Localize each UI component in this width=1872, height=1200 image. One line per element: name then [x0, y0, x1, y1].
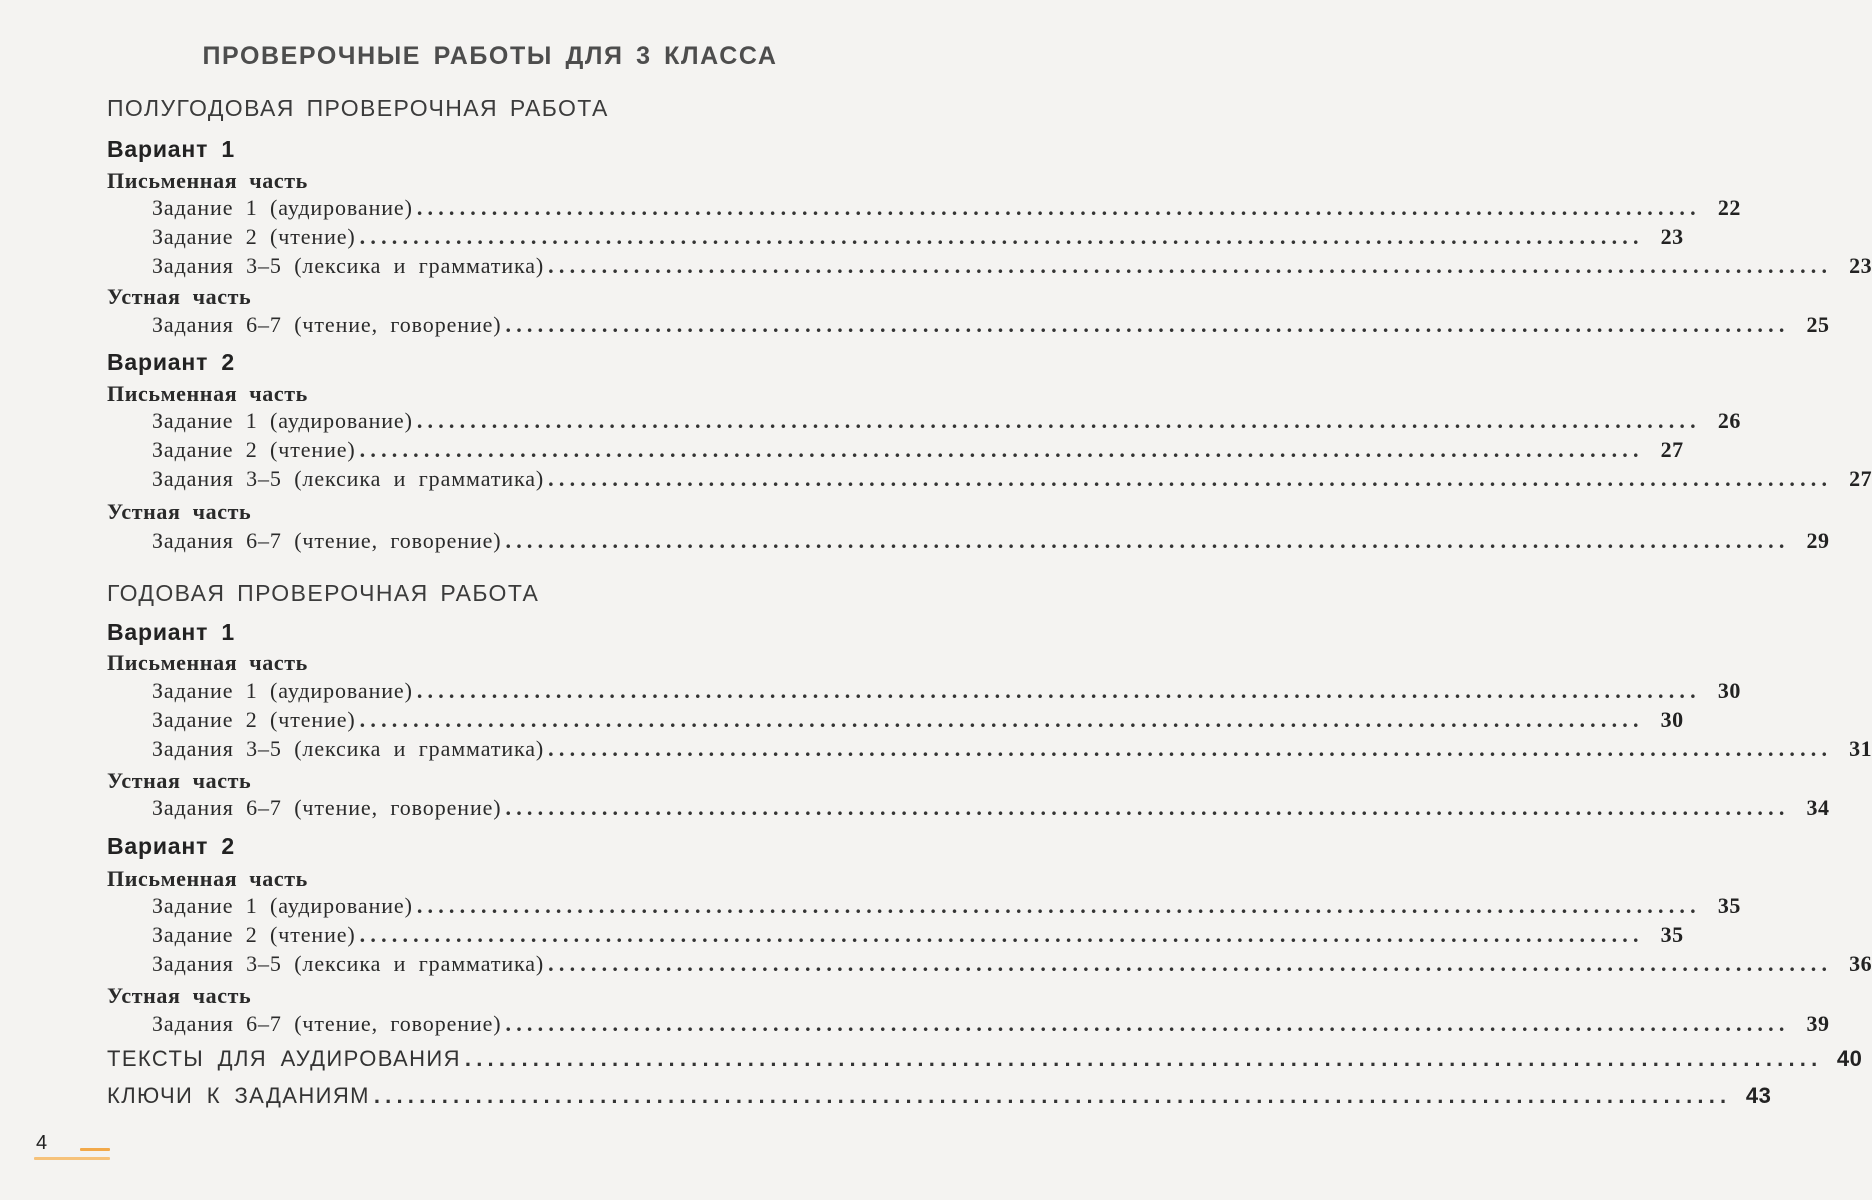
toc-entry[interactable]	[152, 1011, 1830, 1039]
toc-entry-page: 23	[1849, 253, 1872, 278]
written-part-label: Письменная часть	[107, 168, 308, 193]
toc-entry-page: 35	[1660, 922, 1684, 947]
toc-entry-label: Задание 2 (чтение)	[152, 707, 356, 732]
toc-entry-label: Задание 2 (чтение)	[152, 437, 356, 462]
toc-entry[interactable]	[152, 736, 1872, 764]
toc-entry[interactable]	[152, 312, 1830, 340]
toc-entry[interactable]	[152, 707, 1684, 735]
leader-dots: ........................................................................................................................	[548, 253, 1833, 278]
toc-entry-page: 30	[1660, 707, 1684, 732]
toc-entry[interactable]	[152, 253, 1872, 281]
toc-entry-label: Задание 1 (аудирование)	[152, 408, 413, 433]
leader-dots: ........................................................................................................................	[359, 224, 1644, 249]
toc-entry-label: Задание 1 (аудирование)	[152, 893, 413, 918]
oral-part-label: Устная часть	[107, 768, 252, 793]
leader-dots: ........................................................................................................................	[416, 408, 1701, 433]
toc-entry-label: Задания 3–5 (лексика и грамматика)	[152, 466, 545, 491]
leader-dots: ........................................................................................................................	[416, 678, 1701, 703]
toc-entry[interactable]	[152, 951, 1872, 979]
toc-entry-label: Задание 2 (чтение)	[152, 922, 356, 947]
toc-entry-page: 23	[1660, 224, 1684, 249]
toc-entry-label: Задание 2 (чтение)	[152, 224, 356, 249]
leader-dots: ........................................................................................................................	[359, 922, 1644, 947]
oral-part-label: Устная часть	[107, 284, 252, 309]
toc-entry-page: 40	[1836, 1046, 1863, 1071]
oral-part-label: Устная часть	[107, 983, 252, 1008]
leader-dots: ........................................................................................................................	[505, 528, 1790, 553]
variant-title: Вариант 1	[107, 136, 235, 162]
leader-dots: ........................................................................................................................	[505, 1011, 1790, 1036]
variant-title: Вариант 2	[107, 833, 235, 859]
toc-entry[interactable]	[152, 224, 1684, 252]
variant-title: Вариант 2	[107, 349, 235, 375]
page-number: 4	[36, 1132, 48, 1154]
toc-entry-page: 29	[1806, 528, 1830, 553]
toc-entry[interactable]	[152, 195, 1741, 223]
toc-entry-label: Задания 6–7 (чтение, говорение)	[152, 312, 502, 337]
toc-entry-audio-texts[interactable]	[107, 1046, 1863, 1074]
page-accent-line	[80, 1148, 110, 1151]
toc-entry-page: 25	[1806, 312, 1830, 337]
leader-dots: ........................................................................................................................	[548, 466, 1833, 491]
toc-entry-label: Задания 6–7 (чтение, говорение)	[152, 1011, 502, 1036]
toc-entry[interactable]	[152, 408, 1741, 436]
section-heading: ПОЛУГОДОВАЯ ПРОВЕРОЧНАЯ РАБОТА	[107, 95, 609, 121]
leader-dots: ........................................................................................................................	[505, 795, 1790, 820]
section-heading: ГОДОВАЯ ПРОВЕРОЧНАЯ РАБОТА	[107, 580, 540, 606]
toc-entry-page: 27	[1849, 466, 1872, 491]
leader-dots: ........................................................................................................................	[548, 736, 1833, 761]
toc-entry[interactable]	[152, 437, 1684, 465]
oral-part-label: Устная часть	[107, 499, 252, 524]
toc-entry-page: 35	[1717, 893, 1741, 918]
toc-entry-page: 22	[1717, 195, 1741, 220]
written-part-label: Письменная часть	[107, 650, 308, 675]
toc-entry-page: 43	[1745, 1083, 1772, 1108]
toc-entry-label: Задания 3–5 (лексика и грамматика)	[152, 253, 545, 278]
written-part-label: Письменная часть	[107, 381, 308, 406]
leader-dots: ........................................................................................................................	[548, 951, 1833, 976]
toc-entry-label: Задания 6–7 (чтение, говорение)	[152, 795, 502, 820]
toc-entry[interactable]	[152, 893, 1741, 921]
variant-title: Вариант 1	[107, 619, 235, 645]
toc-entry[interactable]	[152, 922, 1684, 950]
toc-entry-label: Задания 3–5 (лексика и грамматика)	[152, 951, 545, 976]
toc-entry[interactable]	[152, 528, 1830, 556]
written-part-label: Письменная часть	[107, 866, 308, 891]
leader-dots: ........................................................................................................................	[464, 1046, 1823, 1071]
toc-entry-label: Задания 3–5 (лексика и грамматика)	[152, 736, 545, 761]
toc-entry-page: 27	[1660, 437, 1684, 462]
leader-dots: ........................................................................................................................	[359, 437, 1644, 462]
toc-entry-page: 31	[1849, 736, 1872, 761]
toc-entry[interactable]	[152, 466, 1872, 494]
toc-entry-page: 39	[1806, 1011, 1830, 1036]
leader-dots: ........................................................................................................................	[373, 1083, 1732, 1108]
leader-dots: ........................................................................................................................	[416, 195, 1701, 220]
toc-entry-page: 36	[1849, 951, 1872, 976]
toc-entry-label: Задания 6–7 (чтение, говорение)	[152, 528, 502, 553]
toc-entry[interactable]	[152, 795, 1830, 823]
toc-entry-label: ТЕКСТЫ ДЛЯ АУДИРОВАНИЯ	[107, 1046, 461, 1071]
leader-dots: ........................................................................................................................	[359, 707, 1644, 732]
toc-entry-page: 34	[1806, 795, 1830, 820]
toc-entry-page: 26	[1717, 408, 1741, 433]
toc-entry-page: 30	[1717, 678, 1741, 703]
page-title: ПРОВЕРОЧНЫЕ РАБОТЫ ДЛЯ 3 КЛАССА	[202, 42, 778, 70]
page-underline	[34, 1157, 110, 1160]
toc-entry-label: Задание 1 (аудирование)	[152, 195, 413, 220]
toc-entry-label: КЛЮЧИ К ЗАДАНИЯМ	[107, 1083, 370, 1108]
toc-entry-answer-keys[interactable]	[107, 1083, 1772, 1111]
leader-dots: ........................................................................................................................	[505, 312, 1790, 337]
toc-entry[interactable]	[152, 678, 1741, 706]
leader-dots: ........................................................................................................................	[416, 893, 1701, 918]
toc-entry-label: Задание 1 (аудирование)	[152, 678, 413, 703]
